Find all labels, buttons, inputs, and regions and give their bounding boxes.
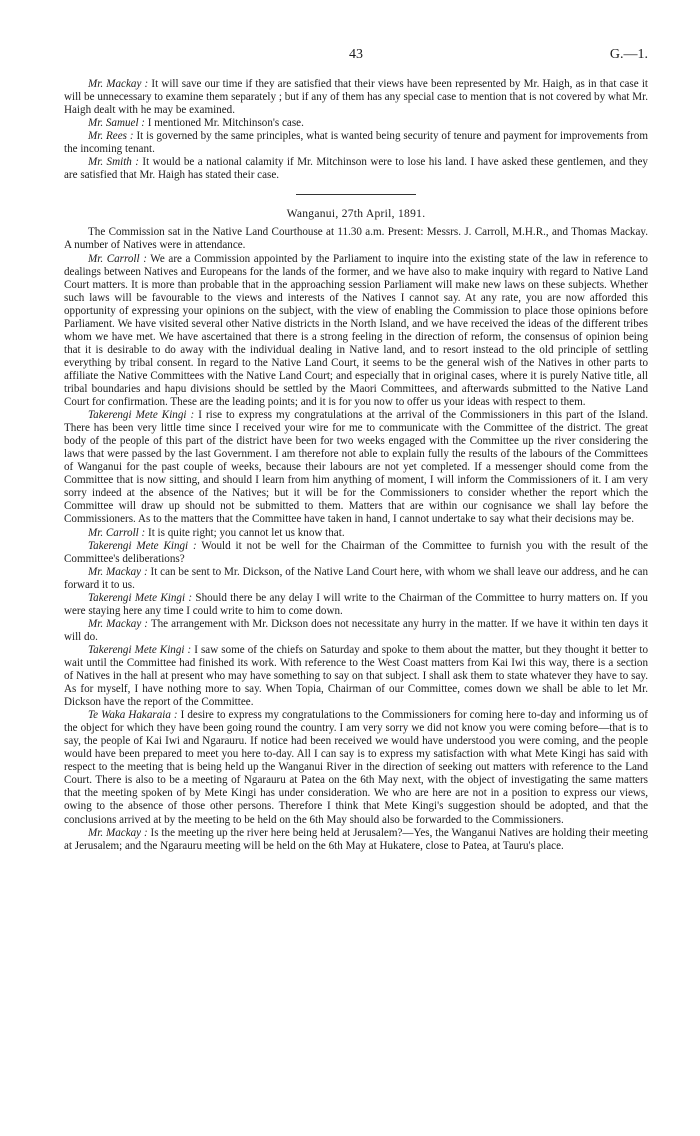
page-header (64, 48, 648, 78)
speaker: Takerengi Mete Kingi : (88, 643, 192, 656)
paragraph (64, 78, 648, 117)
speech: I rise to express my congratulations at the arrival of the Commissioners in this part of the Island. There has been very little time since I received your wire for me to communicate with the Committee of the district. The great body of the people of this part of the district have been for two weeks engaged with the Committee up the river considering the laws that were passed by the last Government. I am therefore not able to explain fully the results of the labours of the Committees of Wanganui for the past couple of weeks, because their labours are not yet completed. If a messenger should come from the Committee that is now sitting, and should I learn from him anything of moment, I will inform the Commissioners of it. I am very sorry indeed at the absence of the Natives; but it will be for the Commissioners to consider whether the report which the Committee will draw up should not be submitted to them. Matters that are within our cognisance we shall lay before the Commissioners. As to the matters that the Committee have taken in hand, I cannot undertake to say what their decisions may be. (64, 409, 648, 526)
section-heading: Wanganui, 27th April, 1891. (286, 208, 426, 221)
paragraph (64, 618, 648, 644)
speech: It is quite right; you cannot let us know that. (145, 526, 345, 539)
paragraph (64, 156, 648, 182)
speech: I saw some of the chiefs on Saturday and spoke to them about the matter, but they thought it better to wait until the Committee had finished its work. With reference to the West Coast matters from Kai Iwi this way, there is a section of Natives in the hall at present who may have something to say on that subject. I shall ask them to state whatever they have to say. As for myself, I have nothing more to say. When Topia, Chairman of our Committee, comes down we shall be able to let Mr. Dickson have the report of the Committee. (64, 643, 648, 709)
speaker: Mr. Mackay : (88, 617, 148, 630)
speech: I mentioned Mr. Mitchinson's case. (145, 117, 304, 130)
paragraph (64, 827, 648, 853)
speech: The arrangement with Mr. Dickson does not necessitate any hurry in the matter. If we have it within ten days it will do. (64, 617, 648, 643)
speaker: Takerengi Mete Kingi : (88, 409, 195, 422)
speaker: Mr. Mackay : (88, 565, 148, 578)
speaker: Mr. Carroll : (88, 526, 146, 539)
speech: Is the meeting up the river here being held at Jerusalem?—Yes, the Wanganui Natives are holding their meeting at Jerusalem; and the Ngarauru meeting will be held on the 6th May at Hukatere, close to Patea, at Tauru's place. (64, 826, 649, 852)
document-reference: G.—1. (609, 47, 648, 62)
paragraph (64, 540, 648, 566)
speech: It can be sent to Mr. Dickson, of the Native Land Court here, with whom we shall leave our address, and he can forward it to us. (64, 565, 649, 591)
paragraph (64, 130, 648, 156)
speaker: Te Waka Hakaraia : (88, 709, 178, 722)
speech: It will save our time if they are satisfied that their views have been represented by Mr. Haigh, as in that case it will be unnecessary to examine them separately ; but if any of them has any special case to mention that is not covered by what Mr. Haigh dealt with he may be examined. (64, 78, 648, 117)
speaker: Takerengi Mete Kingi : (88, 591, 193, 604)
speaker: Mr. Rees : (88, 130, 134, 143)
section-divider (296, 194, 416, 195)
paragraph (64, 527, 648, 540)
paragraph (64, 644, 648, 709)
speaker: Mr. Mackay : (88, 78, 149, 90)
speaker: Mr. Carroll : (88, 252, 147, 265)
speech: Should there be any delay I will write to the Chairman of the Committee to hurry matters on. If you were staying here any time I could write to him to come down. (64, 591, 648, 617)
speech: I desire to express my congratulations to the Commissioners for coming here to-day and informing us of the object for which they have been going round the country. I am very sorry we did not know you were coming before—that is to say, the people of Kai Iwi and Ngarauru. If notice had been received we would have understood you were coming, and the people would have been prepared to meet you here to-day. All I can say is to express my satisfaction with what Mete Kingi has said with respect to the meeting that is being held up the Wanganui River in the direction of seeking out matters with reference to the Land Court. There is also to be a meeting of Ngarauru at Patea on the 6th May next, with the object of investigating the same matters that the meeting spoken of by Mete Kingi has under consideration. We who are here are not in a position to express our views, owing to the absence of those other persons. Therefore I think that Mete Kingi's suggestion should be adopted, and that the conclusions arrived at by the meeting to be held on the 6th May should also be forwarded to the Commissioners. (64, 709, 648, 826)
speech: It would be a national calamity if Mr. Mitchinson were to lose his land. I have asked these gentlemen, and they are satisfied that Mr. Haigh has stated their case. (64, 156, 648, 182)
paragraph (64, 592, 648, 618)
section-one (64, 78, 648, 182)
speaker: Takerengi Mete Kingi : (88, 539, 197, 552)
page-number: 43 (349, 47, 363, 62)
speaker: Mr. Smith : (88, 156, 139, 169)
paragraph (64, 709, 648, 826)
speech: It is governed by the same principles, what is wanted being security of tenure and payment for improvements from the incoming tenant. (64, 130, 648, 156)
section-two (64, 226, 648, 852)
speech: We are a Commission appointed by the Parliament to inquire into the existing state of the law in reference to dealings between Natives and Europeans for the lands of the former, and we have also to make inquiry with regard to Native Land Court matters. It is more than probable that in the approaching session Parliament will make new laws on these subjects. Whether such laws will be favourable to the views and interests of the Natives I cannot say. At any rate, you are now afforded this opportunity of expressing your opinions on the subject, with the view of enabling the Commission to place those opinions before Parliament. We have visited several other Native districts in the North Island, and we have received the ideas of the different tribes whom we have met. We have ascertained that there is a strong feeling in the direction of reform, the consensus of opinion being that it is desirable to do away with the individual dealing in Native land, and to resort instead to the old principle of settling everything by tribal consent. In regard to the Native Land Court, it seems to be the general wish of the Natives in other parts to affiliate the Native Committees with the Native Land Court; and especially that in original cases, where it is purely Native title, all tribal boundaries and hapu divisions should be settled by the Maori Committees, and afterwards submitted to the Native Land Court for confirmation. These are the leading points; and it is for you now to offer us your ideas with respect to them. (64, 252, 648, 409)
intro-paragraph: The Commission sat in the Native Land Courthouse at 11.30 a.m. Present: Messrs. J. Carroll, M.H.R., and Thomas Mackay. A number of Natives were in attendance. (64, 226, 648, 252)
paragraph (64, 409, 648, 526)
paragraph (64, 117, 648, 130)
speaker: Mr. Mackay : (88, 826, 148, 839)
paragraph (64, 253, 648, 410)
speaker: Mr. Samuel : (88, 117, 146, 130)
paragraph (64, 566, 648, 592)
speech: Would it not be well for the Chairman of the Committee to furnish you with the result of the Committee's deliberations? (64, 539, 648, 565)
